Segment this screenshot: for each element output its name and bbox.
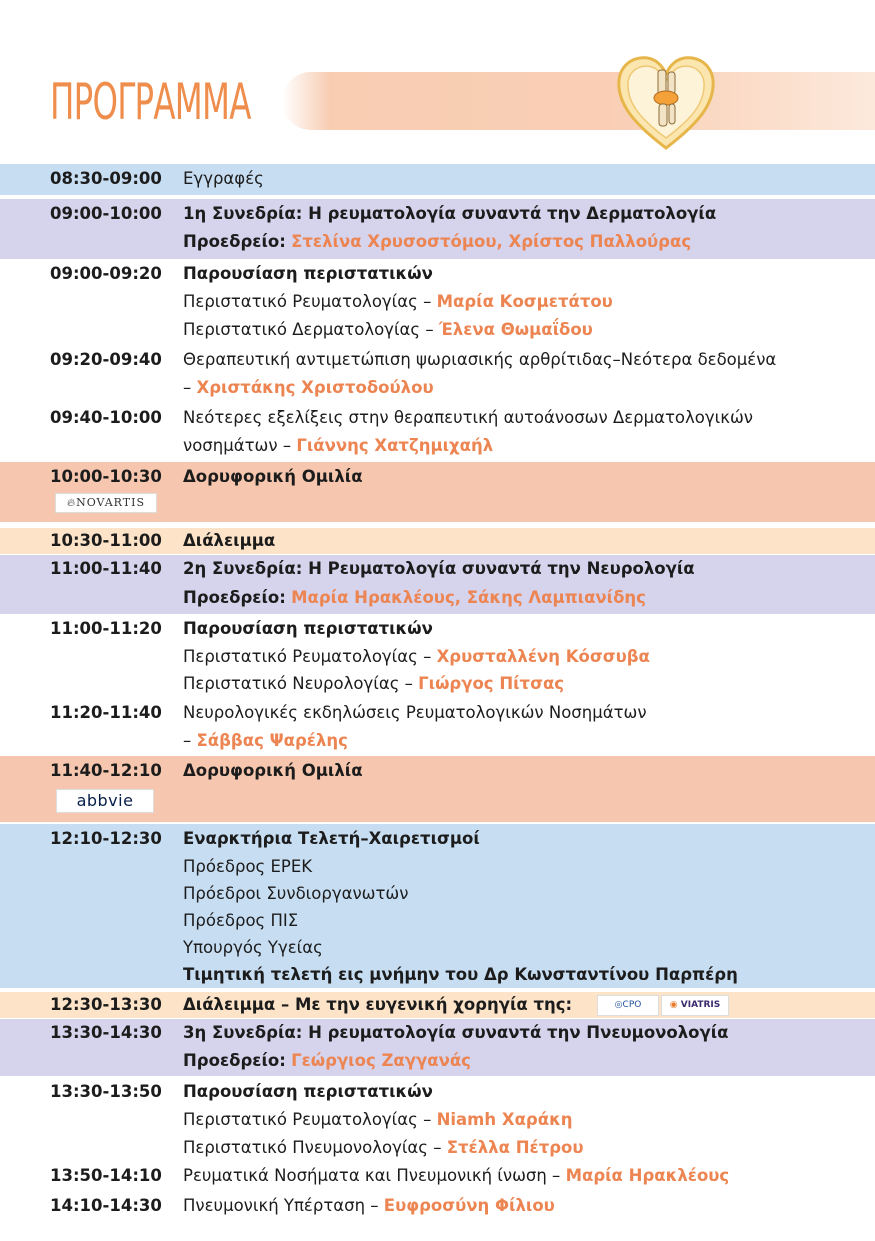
greeting-item: Υπουργός Υγείας <box>183 938 323 957</box>
greeting-item: Πρόεδροι Συνδιοργανωτών <box>183 884 409 903</box>
session-title: 3η Συνεδρία: Η ρευματολογία συναντά την Πνευμονολογία <box>183 1023 729 1042</box>
time-slot: 11:00-11:20 <box>50 619 162 638</box>
time-slot: 13:30-13:50 <box>50 1082 162 1101</box>
viatris-logo: ◉ VIATRIS <box>661 995 729 1016</box>
talk-title: Νευρολογικές εκδηλώσεις Ρευματολογικών Νοσημάτων <box>183 703 647 722</box>
chair-names: Μαρία Ηρακλέους, Σάκης Λαμπιανίδης <box>291 588 646 607</box>
schedule-row <box>0 992 875 1018</box>
novartis-logo: 🔥︎NOVARTIS <box>55 493 157 513</box>
session-title: 2η Συνεδρία: Η Ρευματολογία συναντά την Νευρολογία <box>183 559 695 578</box>
schedule-row <box>0 260 875 345</box>
chair-names: Γεώργιος Ζαγγανάς <box>291 1051 471 1070</box>
chair-label: Προεδρείο: <box>183 588 286 607</box>
time-slot: 12:10-12:30 <box>50 829 162 848</box>
chair-label: Προεδρείο: <box>183 1051 286 1070</box>
talk-title: Πνευμονική Υπέρταση – <box>183 1196 379 1215</box>
schedule-row <box>0 462 875 522</box>
case-label: Περιστατικό Δερματολογίας – <box>183 320 434 339</box>
time-slot: 14:10-14:30 <box>50 1196 162 1215</box>
session-title: Παρουσίαση περιστατικών <box>183 1082 433 1101</box>
time-slot: 11:00-11:40 <box>50 559 162 578</box>
talk-title-cont: νοσημάτων – <box>183 436 292 455</box>
case-label: Περιστατικό Ρευματολογίας – <box>183 647 432 666</box>
speaker-name: Σάββας Ψαρέλης <box>196 731 348 750</box>
greeting-item: Πρόεδρος ΕΡΕΚ <box>183 857 313 876</box>
schedule-row <box>0 199 875 259</box>
schedule-row <box>0 1192 875 1220</box>
case-label: Περιστατικό Ρευματολογίας – <box>183 1110 432 1129</box>
schedule-row <box>0 756 875 822</box>
case-label: Περιστατικό Πνευμονολογίας – <box>183 1138 442 1157</box>
schedule-row <box>0 555 875 614</box>
page-title: ΠΡΟΓΡΑΜΜΑ <box>50 73 251 131</box>
session-title: 1η Συνεδρία: Η ρευματολογία συναντά την Δερματολογία <box>183 204 717 223</box>
speaker-name: Niamh Χαράκη <box>436 1110 573 1129</box>
case-label: Περιστατικό Ρευματολογίας – <box>183 292 432 311</box>
dash: – <box>183 731 192 750</box>
speaker-name: Μαρία Ηρακλέους <box>565 1166 730 1185</box>
schedule-row <box>0 528 875 554</box>
session-text: Διάλειμμα – Με την ευγενική χορηγία της: <box>183 995 573 1014</box>
chair-names: Στελίνα Χρυσοστόμου, Χρίστος Παλλούρας <box>291 232 692 251</box>
abbvie-logo: abbvie <box>56 789 154 813</box>
time-slot: 12:30-13:30 <box>50 995 162 1014</box>
speaker-name: Μαρία Κοσμετάτου <box>436 292 613 311</box>
greeting-item: Πρόεδρος ΠΙΣ <box>183 911 299 930</box>
speaker-name: Γιώργος Πίτσας <box>418 674 565 693</box>
time-slot: 13:30-14:30 <box>50 1023 162 1042</box>
session-text: Δορυφορική Ομιλία <box>183 761 363 780</box>
schedule-row <box>0 1162 875 1190</box>
session-title: Εναρκτήρια Τελετή–Χαιρετισμοί <box>183 829 480 848</box>
schedule-row <box>0 164 875 195</box>
dash: – <box>183 378 192 397</box>
viatris-mark-icon: ◉ <box>669 1000 678 1010</box>
speaker-name: Έλενα Θωμαΐδου <box>438 320 593 339</box>
speaker-name: Χριστάκης Χριστοδούλου <box>196 378 434 397</box>
schedule-row <box>0 403 875 461</box>
case-label: Περιστατικό Νευρολογίας – <box>183 674 413 693</box>
novartis-flame-icon: 🔥︎ <box>67 496 77 509</box>
speaker-name: Χρυσταλλένη Κόσσυβα <box>436 647 650 666</box>
session-text: Εγγραφές <box>183 169 264 188</box>
cpo-circle-icon: ◎ <box>614 1000 623 1010</box>
time-slot: 09:00-10:00 <box>50 204 162 223</box>
schedule-row <box>0 1019 875 1076</box>
time-slot: 10:00-10:30 <box>50 467 162 486</box>
memorial-ceremony: Τιμητική τελετή εις μνήμην του Δρ Κωνσταντίνου Παρπέρη <box>183 965 738 984</box>
cpo-logo: ◎CPO <box>597 995 659 1016</box>
time-slot: 09:00-09:20 <box>50 264 162 283</box>
chair-label: Προεδρείο: <box>183 232 286 251</box>
time-slot: 11:40-12:10 <box>50 761 162 780</box>
time-slot: 08:30-09:00 <box>50 169 162 188</box>
session-text: Δορυφορική Ομιλία <box>183 467 363 486</box>
page-header <box>0 0 875 158</box>
schedule-row <box>0 824 875 988</box>
session-title: Παρουσίαση περιστατικών <box>183 264 433 283</box>
speaker-name: Γιάννης Χατζημιχαήλ <box>296 436 494 455</box>
schedule-row <box>0 699 875 755</box>
brush-stroke-decoration <box>282 72 875 130</box>
talk-title: Ρευματικά Νοσήματα και Πνευμονική ίνωση – <box>183 1166 561 1185</box>
speaker-name: Ευφροσύνη Φίλιου <box>383 1196 555 1215</box>
time-slot: 13:50-14:10 <box>50 1166 162 1185</box>
time-slot: 09:40-10:00 <box>50 408 162 427</box>
time-slot: 09:20-09:40 <box>50 350 162 369</box>
session-title: Παρουσίαση περιστατικών <box>183 619 433 638</box>
time-slot: 10:30-11:00 <box>50 531 162 550</box>
talk-title: Νεότερες εξελίξεις στην θεραπευτική αυτοάνοσων Δερματολογικών <box>183 408 753 427</box>
speaker-name: Στέλλα Πέτρου <box>446 1138 584 1157</box>
session-text: Διάλειμμα <box>183 531 276 550</box>
heart-knee-icon <box>613 48 719 154</box>
schedule-row <box>0 1078 875 1162</box>
talk-title: Θεραπευτική αντιμετώπιση ψωριασικής αρθρίτιδας–Νεότερα δεδομένα <box>183 350 777 369</box>
schedule-row <box>0 345 875 403</box>
schedule-row <box>0 615 875 699</box>
time-slot: 11:20-11:40 <box>50 703 162 722</box>
